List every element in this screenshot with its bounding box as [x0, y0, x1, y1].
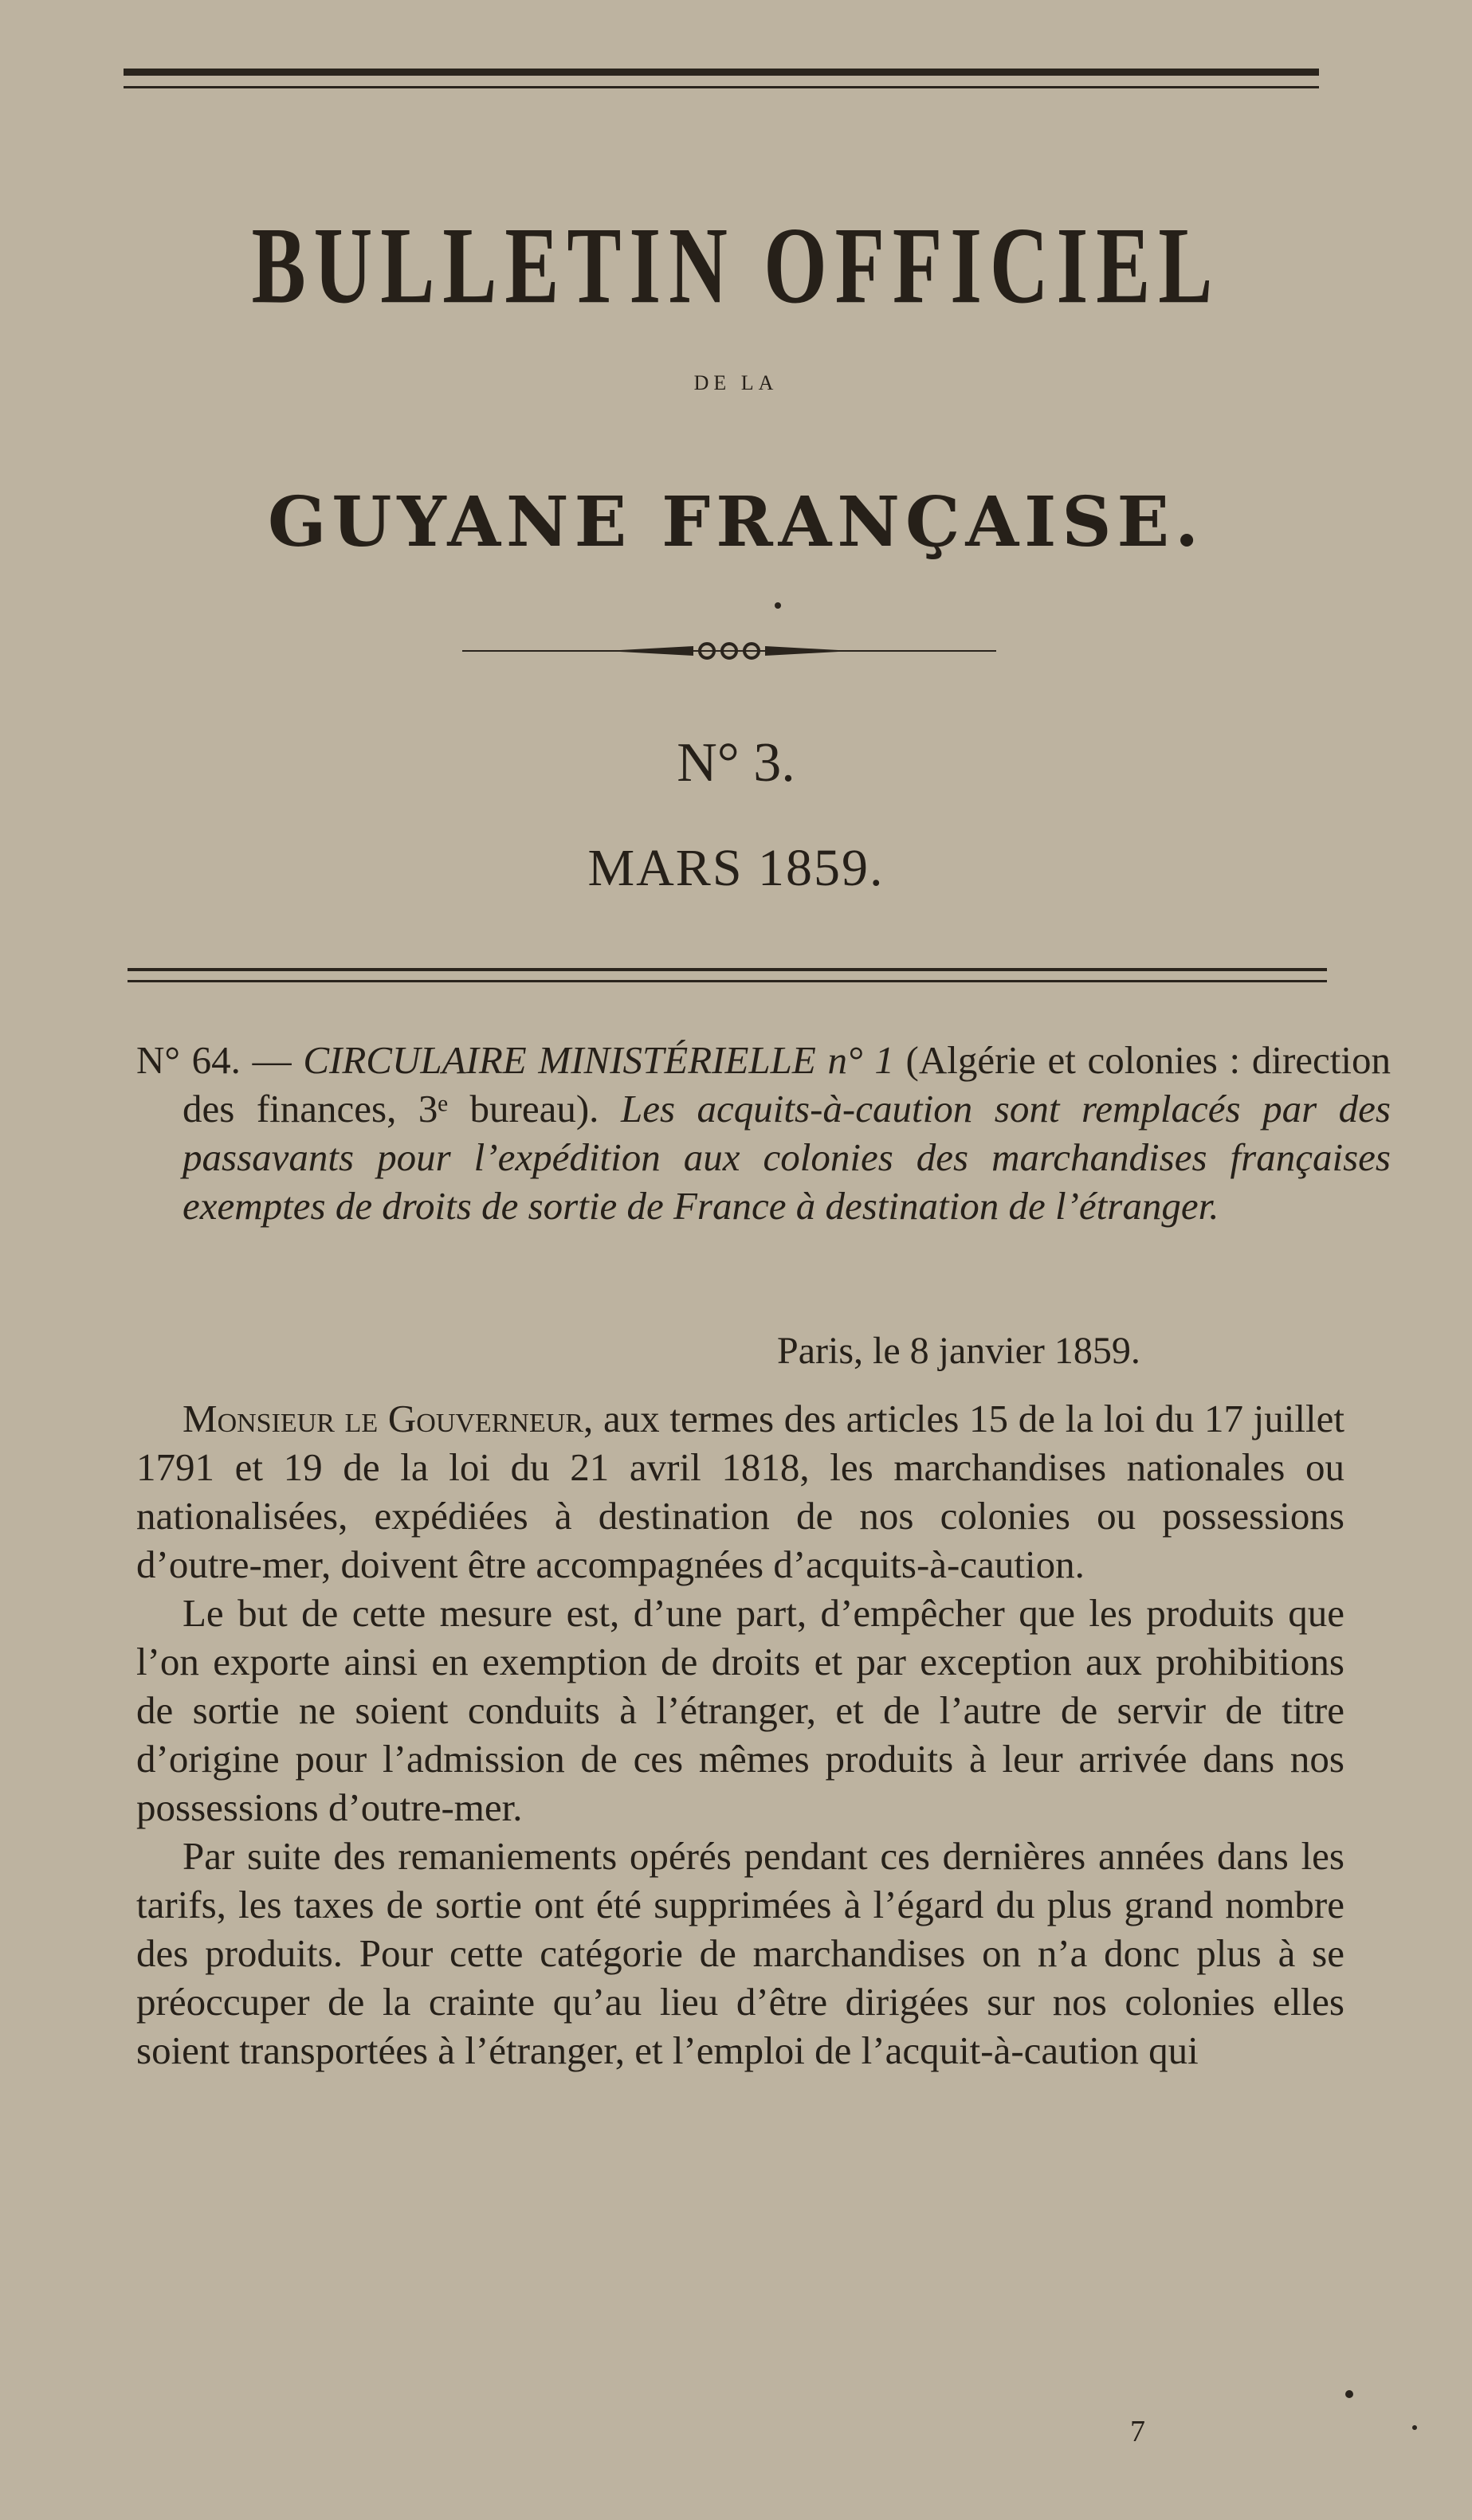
place-date: Paris, le 8 janvier 1859. — [777, 1330, 1140, 1372]
issue-number: N° 3. — [677, 732, 795, 794]
article-heading — [136, 1036, 1391, 1230]
article-number: N° 64. — — [136, 1038, 292, 1082]
title-connector: DE LA — [693, 371, 779, 394]
letter-paragraph-3: Par suite des remaniements opérés pendant ces dernières années dans les tarifs, les taxes de sortie ont été supprimées à l’égard du plus grand nombre des produits. Pour cette catégorie de marchandises on n’a donc plus à se préoccuper de la crainte qu’au lieu d’être dirigées sur nos colonies elles soient transportées à l’étranger, et l’emploi de l’acquit-à-caution qui — [136, 1834, 1344, 2072]
top-rule — [124, 69, 1319, 76]
page-number: 7 — [1130, 2415, 1145, 2448]
letter-paragraph-1 — [136, 1394, 1344, 1589]
paragraph-1-text: aux termes des articles 15 de la loi du 17 juillet 1791 et 19 de la loi du 21 avril 1818, les marchandises nationales ou nationalisées, expédiées à destination de nos colonies ou possessions d’outre-mer, doivent être accompagnées d’acquits-à-caution. — [136, 1397, 1345, 1586]
article-kind: CIRCULAIRE MINISTÉRIELLE n° 1 — [303, 1038, 894, 1082]
ornament-divider — [462, 633, 996, 668]
header-rule — [128, 968, 1327, 971]
bulletin-title: BULLETIN OFFICIEL — [251, 205, 1221, 327]
letter-body — [136, 1394, 1344, 2075]
article-addressee: (Algérie et colonies : direction des finances, 3ᵉ bureau). — [183, 1038, 1392, 1131]
top-rule-thin — [124, 86, 1319, 88]
ink-speck — [1412, 2425, 1417, 2430]
header-rule-thin — [128, 980, 1327, 982]
ink-speck — [775, 602, 781, 609]
ink-speck — [1345, 2390, 1353, 2398]
salutation: Monsieur le Gouverneur, — [183, 1397, 594, 1440]
issue-date: MARS 1859. — [587, 839, 885, 897]
colony-name: GUYANE FRANÇAISE. — [267, 482, 1205, 562]
letter-paragraph-2: Le but de cette mesure est, d’une part, d’empêcher que les produits que l’on exporte ainsi en exemption de droits et par exception aux prohibitions de sortie ne soient conduits à l’étranger, et de l’autre de servir de titre d’origine pour l’admission de ces mêmes produits à leur arrivée dans nos possessions d’outre-mer. — [136, 1591, 1344, 1829]
article-summary: Les acquits-à-caution sont remplacés par des passavants pour l’expédition aux colonies des marchandises françaises exemptes de droits de sortie de France à destination de l’étranger. — [183, 1087, 1392, 1228]
